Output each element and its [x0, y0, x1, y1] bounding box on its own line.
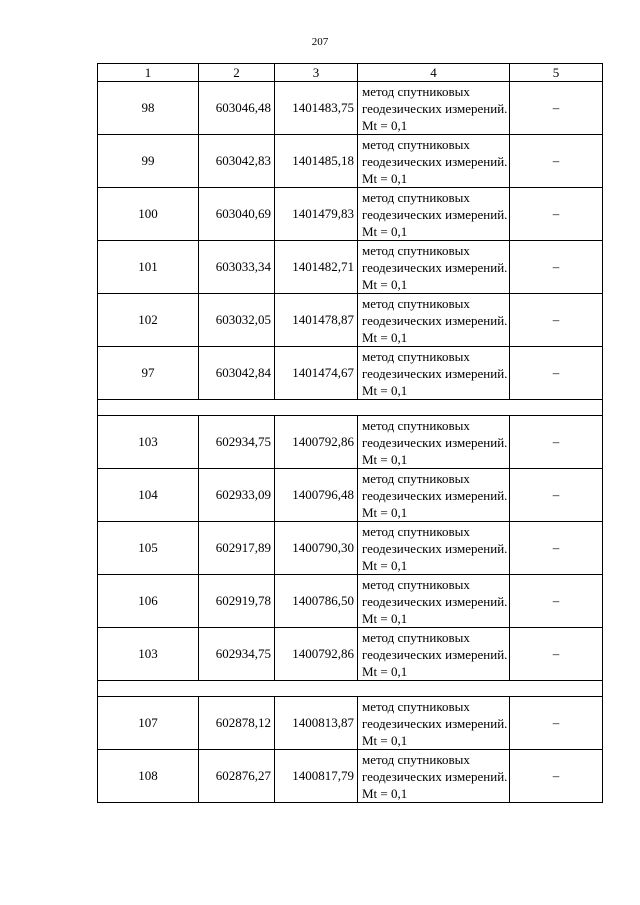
- note-cell: –: [510, 575, 603, 628]
- table-row: [98, 241, 603, 294]
- y-coordinate-cell: 1401478,87: [275, 294, 358, 347]
- point-number-cell: 108: [98, 750, 199, 803]
- table-header-row: [98, 64, 603, 82]
- group-separator-cell: [98, 681, 603, 697]
- x-coordinate-cell: 603046,48: [199, 82, 275, 135]
- note-cell: –: [510, 347, 603, 400]
- table-row: [98, 575, 603, 628]
- note-cell: –: [510, 697, 603, 750]
- table-row: [98, 628, 603, 681]
- y-coordinate-cell: 1401474,67: [275, 347, 358, 400]
- x-coordinate-cell: 603042,83: [199, 135, 275, 188]
- x-coordinate-cell: 602934,75: [199, 628, 275, 681]
- method-cell: метод спутниковых геодезических измерений. Mt = 0,1: [358, 347, 510, 400]
- y-coordinate-cell: 1400817,79: [275, 750, 358, 803]
- point-number-cell: 97: [98, 347, 199, 400]
- point-number-cell: 105: [98, 522, 199, 575]
- note-cell: –: [510, 82, 603, 135]
- x-coordinate-cell: 603042,84: [199, 347, 275, 400]
- method-cell: метод спутниковых геодезических измерений. Mt = 0,1: [358, 82, 510, 135]
- table-row: [98, 750, 603, 803]
- y-coordinate-cell: 1401485,18: [275, 135, 358, 188]
- point-number-cell: 103: [98, 416, 199, 469]
- method-cell: метод спутниковых геодезических измерений. Mt = 0,1: [358, 697, 510, 750]
- method-cell: метод спутниковых геодезических измерений. Mt = 0,1: [358, 416, 510, 469]
- point-number-cell: 104: [98, 469, 199, 522]
- method-cell: метод спутниковых геодезических измерений. Mt = 0,1: [358, 628, 510, 681]
- table-row: [98, 188, 603, 241]
- method-cell: метод спутниковых геодезических измерений. Mt = 0,1: [358, 522, 510, 575]
- note-cell: –: [510, 188, 603, 241]
- point-number-cell: 99: [98, 135, 199, 188]
- header-cell: 5: [510, 64, 603, 82]
- x-coordinate-cell: 602933,09: [199, 469, 275, 522]
- table-row: [98, 522, 603, 575]
- y-coordinate-cell: 1401483,75: [275, 82, 358, 135]
- y-coordinate-cell: 1400813,87: [275, 697, 358, 750]
- table-row: [98, 135, 603, 188]
- y-coordinate-cell: 1401479,83: [275, 188, 358, 241]
- note-cell: –: [510, 750, 603, 803]
- table-row: [98, 347, 603, 400]
- y-coordinate-cell: 1401482,71: [275, 241, 358, 294]
- table-row: [98, 697, 603, 750]
- y-coordinate-cell: 1400790,30: [275, 522, 358, 575]
- header-cell: 4: [358, 64, 510, 82]
- y-coordinate-cell: 1400796,48: [275, 469, 358, 522]
- note-cell: –: [510, 522, 603, 575]
- header-cell: 3: [275, 64, 358, 82]
- table-row: [98, 416, 603, 469]
- method-cell: метод спутниковых геодезических измерений. Mt = 0,1: [358, 469, 510, 522]
- coordinates-table: [97, 63, 603, 803]
- y-coordinate-cell: 1400786,50: [275, 575, 358, 628]
- point-number-cell: 101: [98, 241, 199, 294]
- x-coordinate-cell: 602917,89: [199, 522, 275, 575]
- method-cell: метод спутниковых геодезических измерений. Mt = 0,1: [358, 575, 510, 628]
- point-number-cell: 100: [98, 188, 199, 241]
- y-coordinate-cell: 1400792,86: [275, 628, 358, 681]
- x-coordinate-cell: 602919,78: [199, 575, 275, 628]
- note-cell: –: [510, 469, 603, 522]
- note-cell: –: [510, 241, 603, 294]
- header-cell: 1: [98, 64, 199, 82]
- note-cell: –: [510, 294, 603, 347]
- point-number-cell: 102: [98, 294, 199, 347]
- x-coordinate-cell: 603032,05: [199, 294, 275, 347]
- point-number-cell: 106: [98, 575, 199, 628]
- note-cell: –: [510, 416, 603, 469]
- method-cell: метод спутниковых геодезических измерений. Mt = 0,1: [358, 135, 510, 188]
- x-coordinate-cell: 602934,75: [199, 416, 275, 469]
- group-separator-row: [98, 400, 603, 416]
- point-number-cell: 107: [98, 697, 199, 750]
- table-row: [98, 82, 603, 135]
- table-row: [98, 294, 603, 347]
- method-cell: метод спутниковых геодезических измерений. Mt = 0,1: [358, 188, 510, 241]
- note-cell: –: [510, 135, 603, 188]
- x-coordinate-cell: 602878,12: [199, 697, 275, 750]
- method-cell: метод спутниковых геодезических измерений. Mt = 0,1: [358, 294, 510, 347]
- note-cell: –: [510, 628, 603, 681]
- page-number: 207: [311, 36, 329, 48]
- method-cell: метод спутниковых геодезических измерений. Mt = 0,1: [358, 241, 510, 294]
- y-coordinate-cell: 1400792,86: [275, 416, 358, 469]
- table-row: [98, 469, 603, 522]
- x-coordinate-cell: 602876,27: [199, 750, 275, 803]
- header-cell: 2: [199, 64, 275, 82]
- point-number-cell: 103: [98, 628, 199, 681]
- group-separator-cell: [98, 400, 603, 416]
- x-coordinate-cell: 603033,34: [199, 241, 275, 294]
- group-separator-row: [98, 681, 603, 697]
- point-number-cell: 98: [98, 82, 199, 135]
- method-cell: метод спутниковых геодезических измерений. Mt = 0,1: [358, 750, 510, 803]
- x-coordinate-cell: 603040,69: [199, 188, 275, 241]
